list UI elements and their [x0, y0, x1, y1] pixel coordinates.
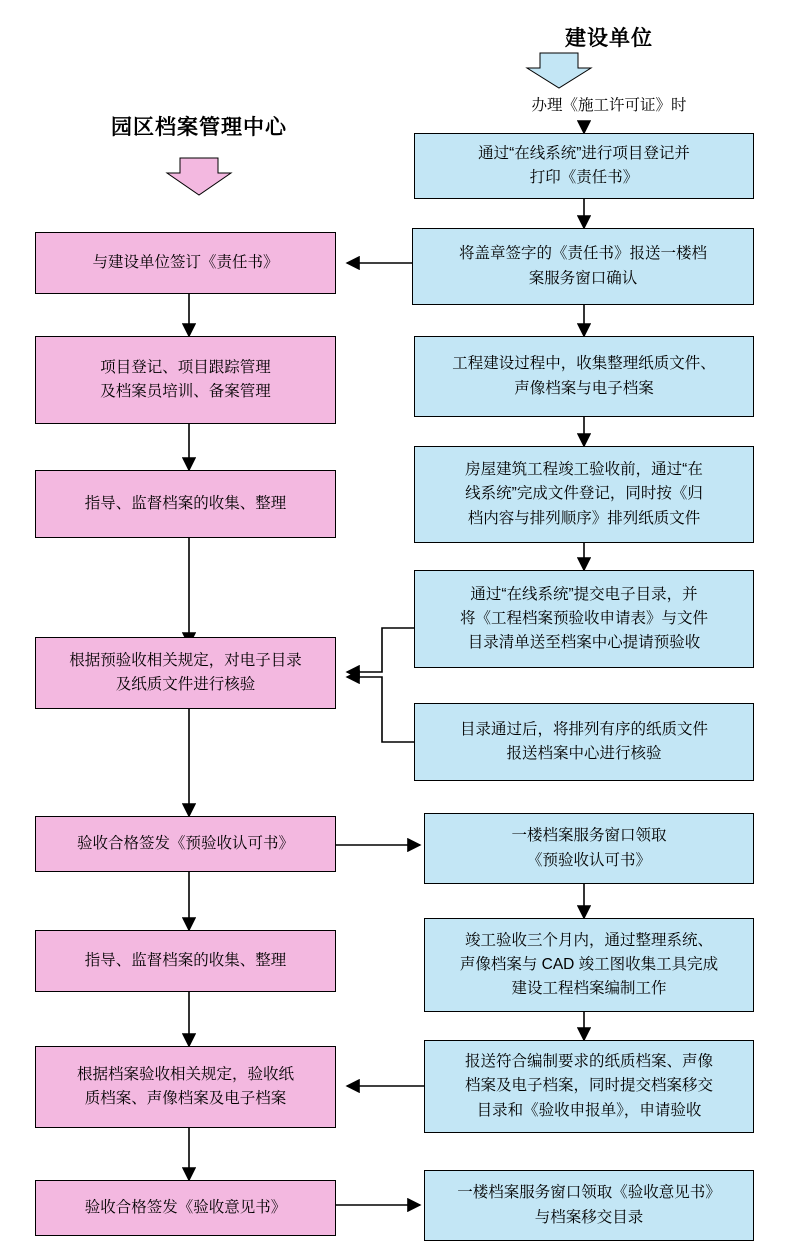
node-R2[interactable]: 将盖章签字的《责任书》报送一楼档 案服务窗口确认 [412, 228, 754, 305]
title-right-column: 建设单位 [565, 27, 653, 50]
node-R7[interactable]: 一楼档案服务窗口领取 《预验收认可书》 [424, 813, 754, 884]
node-R9[interactable]: 报送符合编制要求的纸质档案、声像 档案及电子档案，同时提交档案移交 目录和《验收申报单》，申请验收 [424, 1040, 754, 1133]
node-R6[interactable]: 目录通过后，将排列有序的纸质文件 报送档案中心进行核验 [414, 703, 754, 781]
node-L6[interactable]: 指导、监督档案的收集、整理 [35, 930, 336, 992]
node-R4[interactable]: 房屋建筑工程竣工验收前，通过“在 线系统”完成文件登记，同时按《归 档内容与排列顺序》排列纸质文件 [414, 446, 754, 543]
node-R10[interactable]: 一楼档案服务窗口领取《验收意见书》 与档案移交目录 [424, 1170, 754, 1241]
node-L8[interactable]: 验收合格签发《验收意见书》 [35, 1180, 336, 1236]
node-R5[interactable]: 通过“在线系统”提交电子目录，并 将《工程档案预验收申请表》与文件 目录清单送至档案中心提请预验收 [414, 570, 754, 668]
node-L1[interactable]: 与建设单位签订《责任书》 [35, 232, 336, 294]
node-L7[interactable]: 根据档案验收相关规定，验收纸 质档案、声像档案及电子档案 [35, 1046, 336, 1128]
node-L4[interactable]: 根据预验收相关规定，对电子目录 及纸质文件进行核验 [35, 637, 336, 709]
node-R3[interactable]: 工程建设过程中，收集整理纸质文件、 声像档案与电子档案 [414, 336, 754, 417]
node-R1[interactable]: 通过“在线系统”进行项目登记并 打印《责任书》 [414, 133, 754, 199]
subtitle-right-column: 办理《施工许可证》时 [531, 97, 687, 114]
node-R8[interactable]: 竣工验收三个月内，通过整理系统、 声像档案与 CAD 竣工图收集工具完成 建设工程档案编制工作 [424, 918, 754, 1012]
node-L2[interactable]: 项目登记、项目跟踪管理 及档案员培训、备案管理 [35, 336, 336, 424]
node-L5[interactable]: 验收合格签发《预验收认可书》 [35, 816, 336, 872]
node-L3[interactable]: 指导、监督档案的收集、整理 [35, 470, 336, 538]
title-left-column: 园区档案管理中心 [111, 116, 287, 139]
